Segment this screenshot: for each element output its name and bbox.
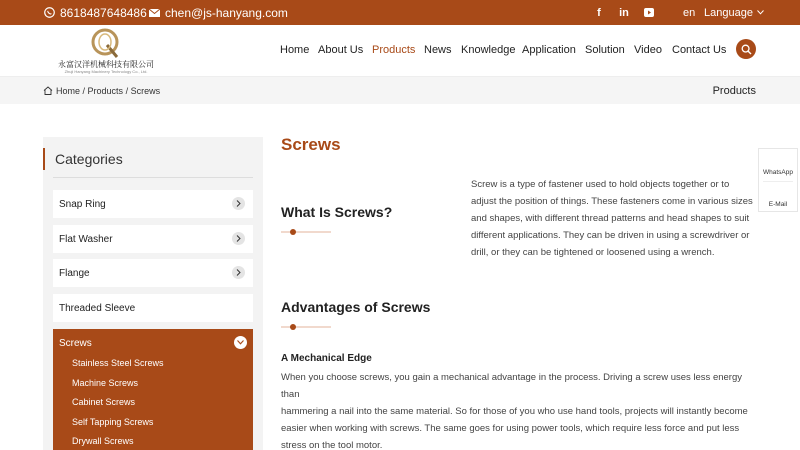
subcategory-item[interactable]: Self Tapping Screws <box>72 417 154 427</box>
breadcrumb-bar <box>0 77 800 104</box>
language-label: Language <box>704 6 753 19</box>
language-code: en <box>683 6 696 19</box>
nav-solution[interactable]: Solution <box>585 44 625 56</box>
nav-about[interactable]: About Us <box>318 44 364 56</box>
paragraph-line: adjust the position of things. These fasteners come in various sizes <box>471 196 753 207</box>
chevron-right-icon <box>232 266 245 279</box>
linkedin-icon[interactable]: in <box>619 6 629 19</box>
divider <box>53 177 253 178</box>
breadcrumb-products[interactable]: Products <box>87 85 124 96</box>
whatsapp-icon <box>44 7 55 18</box>
mechanical-edge-heading: A Mechanical Edge <box>281 353 372 364</box>
category-flange[interactable] <box>53 259 253 287</box>
underline-dot <box>290 324 296 330</box>
paragraph-line: easier when working with screws. The same goes for using power tools, which require less force and put less <box>281 423 740 434</box>
logo-text-en: Zhuji Hanyang Machinery Technology Co., Ltd. <box>64 69 148 74</box>
mail-icon <box>149 9 160 17</box>
logo-text-cn: 永富汉洋机械科技有限公司 <box>58 60 154 69</box>
youtube-icon[interactable] <box>642 0 656 25</box>
breadcrumb-separator: / <box>80 85 88 96</box>
nav-home[interactable]: Home <box>280 44 310 56</box>
chevron-down-icon <box>757 10 764 15</box>
paragraph-line: When you choose screws, you gain a mechanical advantage in the process. Driving a screw uses less energy than <box>281 372 742 400</box>
nav-products[interactable]: Products <box>372 44 416 56</box>
paragraph-line: Screw is a type of fastener used to hold objects together or to <box>471 179 730 190</box>
nav-video[interactable]: Video <box>634 44 662 56</box>
paragraph-line: drill, or they can be tightened or loosened using a wrench. <box>471 247 715 258</box>
section-label: Products <box>712 84 756 97</box>
search-icon <box>741 44 752 55</box>
mechanical-edge-paragraph <box>281 369 761 450</box>
subcategory-item[interactable]: Stainless Steel Screws <box>72 358 164 368</box>
main-header <box>0 25 800 77</box>
divider <box>763 181 793 182</box>
category-label: Flange <box>59 267 90 279</box>
nav-knowledge[interactable]: Knowledge <box>461 44 516 56</box>
chevron-down-icon[interactable] <box>234 336 247 349</box>
underline-dot <box>290 229 296 235</box>
what-is-heading: What Is Screws? <box>281 204 393 220</box>
category-label: Snap Ring <box>59 198 106 210</box>
language-selector[interactable] <box>704 0 764 25</box>
breadcrumb-home[interactable]: Home <box>56 85 81 96</box>
phone-contact[interactable] <box>44 0 147 25</box>
paragraph-line: and shapes, with different thread patterns and head shapes to suit <box>471 213 750 224</box>
whatsapp-link[interactable]: WhatsApp <box>763 169 793 176</box>
category-screws[interactable]: Screws <box>59 337 92 349</box>
subcategory-item[interactable]: Cabinet Screws <box>72 397 136 407</box>
what-is-paragraph <box>471 176 771 261</box>
chevron-right-icon <box>232 197 245 210</box>
logo-mark-icon <box>88 27 122 59</box>
category-screws-expanded <box>53 329 253 450</box>
page-title: Screws <box>281 135 341 154</box>
categories-sidebar <box>43 137 263 450</box>
floating-contact <box>758 148 798 212</box>
paragraph-line: different applications. They can be driven in using a screwdriver or <box>471 230 750 241</box>
category-flat-washer[interactable] <box>53 225 253 253</box>
nav-application[interactable]: Application <box>522 44 576 56</box>
heading-underline <box>281 231 331 233</box>
breadcrumb-current: Screws <box>130 85 161 96</box>
category-label: Flat Washer <box>59 233 113 245</box>
category-threaded-sleeve[interactable] <box>53 294 253 322</box>
home-icon <box>43 86 53 95</box>
category-label: Threaded Sleeve <box>59 302 136 314</box>
breadcrumb <box>43 77 160 104</box>
company-logo[interactable] <box>58 26 154 76</box>
category-snap-ring[interactable] <box>53 190 253 218</box>
email-contact[interactable] <box>149 0 288 25</box>
email-link[interactable]: E-Mail <box>768 201 788 208</box>
heading-underline <box>281 326 331 328</box>
facebook-icon[interactable]: f <box>597 6 601 19</box>
categories-title: Categories <box>43 148 123 170</box>
phone-number: 8618487648486 <box>60 5 147 20</box>
subcategory-item[interactable]: Machine Screws <box>72 378 139 388</box>
nav-contact[interactable]: Contact Us <box>672 44 727 56</box>
top-bar <box>0 0 800 25</box>
paragraph-line: stress on the tool motor. <box>281 440 383 450</box>
search-button[interactable] <box>736 39 756 59</box>
chevron-right-icon <box>232 232 245 245</box>
advantages-heading: Advantages of Screws <box>281 299 431 315</box>
email-address: chen@js-hanyang.com <box>165 5 288 20</box>
nav-news[interactable]: News <box>424 44 452 56</box>
paragraph-line: hammering a nail into the same material. So for those of you who use hand tools, projects will instantly become <box>281 406 748 417</box>
breadcrumb-separator: / <box>123 85 131 96</box>
subcategory-item[interactable]: Drywall Screws <box>72 436 134 446</box>
